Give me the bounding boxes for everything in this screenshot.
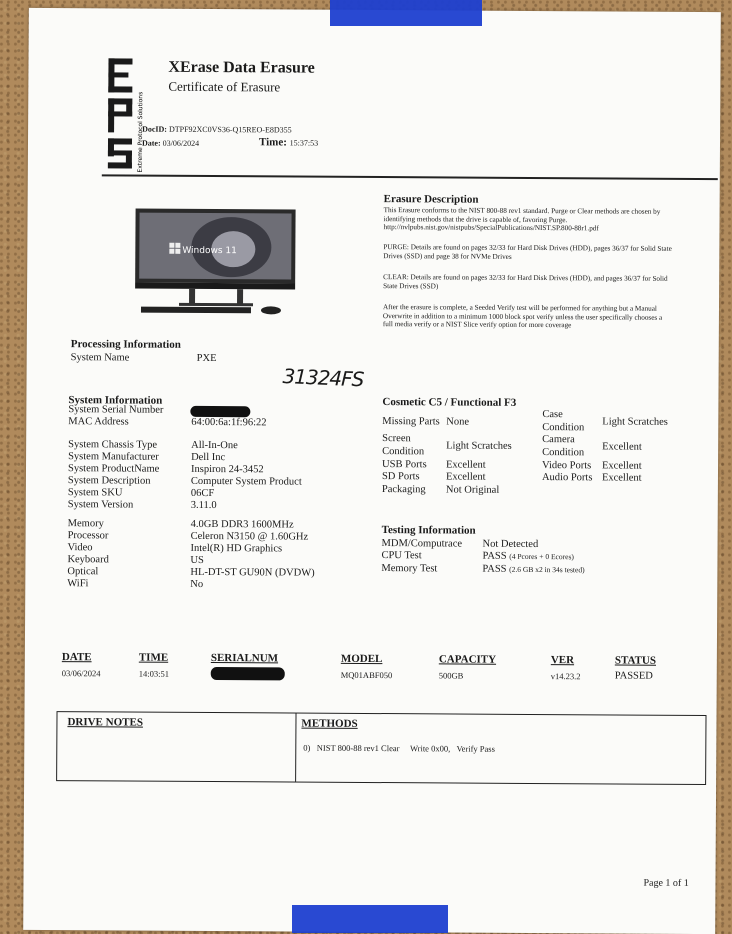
notes-methods-box [56, 711, 706, 785]
erasure-desc-verify: After the erasure is complete, a Seeded Verify test will be performed for anything but a Manual Overwrite in addition to a minimum 1000 block spot verify unless the user specifically chooses a full media verify or a NIST Slice verify option for more coverage [382, 303, 663, 330]
col-date: DATE [61, 651, 92, 664]
system-info-value: 3.11.0 [190, 499, 217, 512]
notes-divider [295, 714, 297, 782]
system-info-label: System SKU [67, 487, 123, 499]
camera-label-1: Camera [542, 434, 575, 446]
doc-id: DocID: DTPF92XC0VS36-Q15REO-E8D355 [142, 124, 292, 135]
col-serial: SERIALNUM [210, 652, 279, 665]
system-info-value: Inspiron 24-3452 [190, 463, 264, 476]
system-info-label: Optical [67, 566, 99, 578]
handwritten-note: 31324FS [282, 364, 364, 392]
usb-label: USB Ports [382, 459, 427, 471]
page-number: Page 1 of 1 [643, 877, 689, 889]
system-info-value: Dell Inc [191, 451, 226, 464]
system-info-label: Video [67, 542, 93, 554]
case-label-1: Case [542, 409, 563, 421]
document-subtitle: Certificate of Erasure [168, 78, 281, 95]
row-date: 03/06/2024 [61, 668, 101, 679]
system-info-label: System Version [67, 499, 134, 511]
col-model: MODEL [340, 652, 383, 666]
erasure-description-title: Erasure Description [383, 193, 479, 206]
col-status: STATUS [614, 654, 657, 667]
mdm-label: MDM/Computrace [381, 538, 463, 550]
memory-test-label: Memory Test [381, 563, 438, 575]
system-info-label: System Manufacturer [68, 451, 159, 463]
system-info-label: Processor [67, 530, 109, 542]
tape-bottom [292, 905, 448, 933]
testing-title: Testing Information [381, 524, 476, 537]
system-name-label: System Name [70, 352, 130, 364]
col-capacity: CAPACITY [438, 653, 497, 666]
system-info-label: Keyboard [67, 554, 109, 566]
cosmetic-title: Cosmetic C5 / Functional F3 [382, 396, 517, 409]
doc-time: Time: 15:37:53 [258, 136, 319, 149]
case-label-2: Condition [542, 422, 585, 434]
svg-text:Extreme Protocol Solutions: Extreme Protocol Solutions [136, 91, 145, 173]
audio-label: Audio Ports [541, 472, 593, 484]
system-info-label: Memory [67, 518, 104, 530]
camera-value: Excellent [602, 441, 642, 453]
row-model: MQ01ABF050 [340, 669, 393, 681]
usb-value: Excellent [446, 459, 486, 471]
methods-title: METHODS [301, 717, 358, 730]
svg-text:Windows 11: Windows 11 [182, 245, 237, 257]
erasure-desc-purge: PURGE: Details are found on pages 32/33 for Hard Disk Drives (HDD), pages 36/37 for Solid State Drives (SSD) and page 38 for NVMe Drives [383, 243, 672, 261]
memory-test-value: PASS (2.6 GB x2 in 34s tested) [482, 563, 585, 575]
screen-label-2: Condition [382, 446, 425, 458]
missing-parts-label: Missing Parts [382, 416, 440, 428]
system-info-label: System Serial Number [68, 404, 164, 416]
system-info-value: Computer System Product [190, 475, 302, 488]
mdm-value: Not Detected [482, 538, 539, 551]
certificate-page [23, 8, 721, 934]
system-info-value: No [190, 578, 204, 590]
video-ports-label: Video Ports [542, 460, 592, 472]
drive-notes-title: DRIVE NOTES [67, 716, 143, 729]
cpu-test-value: PASS (4 Pcores + 0 Ecores) [482, 550, 574, 562]
processing-title: Processing Information [70, 338, 181, 351]
system-info-value: 06CF [190, 487, 215, 500]
sd-value: Excellent [445, 471, 486, 483]
camera-label-2: Condition [542, 447, 585, 459]
col-ver: VER [550, 654, 575, 667]
system-info-value: HL-DT-ST GU90N (DVDW) [190, 566, 315, 579]
system-info-title: System Information [68, 394, 163, 407]
row-time: 14:03:51 [138, 668, 170, 679]
missing-parts-value: None [446, 416, 470, 428]
row-status: PASSED [614, 670, 653, 682]
erasure-desc-intro: This Erasure conforms to the NIST 800-88 rev1 standard. Purge or Clear methods are chosen by identifying methods that the drive is capable of, favoring Purge. http://nvlpubs.nist.gov/nistpubs/SpecialPublications/NIST.SP.800-88r1.pdf [383, 206, 661, 233]
screen-label-1: Screen [382, 433, 411, 445]
system-info-value: Celeron N3150 @ 1.60GHz [190, 530, 309, 543]
case-value: Light Scratches [602, 416, 668, 428]
packaging-label: Packaging [381, 484, 426, 496]
row-capacity: 500GB [438, 670, 464, 681]
serial-redaction [211, 667, 285, 680]
serial-number-redaction [190, 406, 250, 417]
tape-top [330, 0, 482, 26]
system-info-value: All-In-One [191, 439, 238, 452]
row-ver: v14.23.2 [550, 671, 581, 682]
screen-value: Light Scratches [446, 440, 512, 452]
doc-date: Date: 03/06/2024 [141, 138, 200, 148]
computer-image [133, 207, 300, 318]
system-info-label: MAC Address [68, 416, 129, 428]
system-info-value: 4.0GB DDR3 1600MHz [190, 518, 294, 531]
col-time: TIME [138, 651, 169, 664]
system-info-label: System Chassis Type [68, 439, 158, 451]
system-name-value: PXE [196, 352, 217, 365]
header-divider [102, 174, 718, 180]
system-info-label: WiFi [67, 578, 89, 590]
method-entry: 0) NIST 800-88 rev1 Clear Write 0x00, Verify Pass [303, 742, 495, 754]
eps-logo [106, 54, 149, 174]
audio-value: Excellent [601, 472, 642, 484]
sd-label: SD Ports [381, 471, 420, 483]
system-info-label: System Description [67, 475, 151, 487]
system-info-value: Intel(R) HD Graphics [190, 542, 283, 555]
system-info-value: US [190, 554, 204, 566]
system-info-label: System ProductName [67, 463, 160, 475]
packaging-value: Not Original [445, 484, 500, 496]
video-ports-value: Excellent [602, 460, 642, 472]
document-title: XErase Data Erasure [168, 58, 315, 77]
cpu-test-label: CPU Test [381, 550, 422, 562]
system-info-value: 64:00:6a:1f:96:22 [191, 416, 267, 429]
erasure-desc-clear: CLEAR: Details are found on pages 32/33 for Hard Disk Drives (HDD), and pages 36/37 for Solid State Drives (SSD) [383, 273, 668, 290]
